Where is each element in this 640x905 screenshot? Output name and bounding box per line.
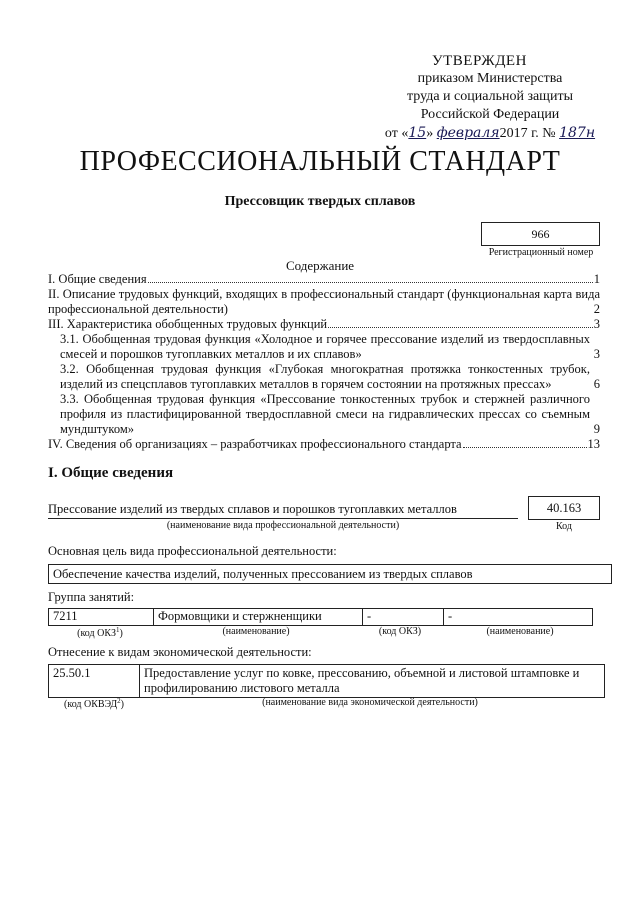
toc-item[interactable]: III. Характеристика обобщенных трудовых функций 3 — [48, 317, 600, 331]
date-mid: » — [426, 126, 437, 141]
activity-code-caption: Код — [556, 521, 572, 532]
okved-name: Предоставление услуг по ковке, прессованию, объемной и листовой штамповке и профилированию листового металла — [140, 665, 605, 698]
goal-label: Основная цель вида профессиональной деятельности: — [48, 544, 337, 558]
okved-code-caption: (код ОКВЭД$^2$) — [64, 697, 124, 710]
document-title: ПРОФЕССИОНАЛЬНЫЙ СТАНДАРТ — [79, 146, 561, 177]
toc-item[interactable]: 3.3. Обобщенная трудовая функция «Прессование тонкостенных трубок и стержней различного профиля из пластифицированной твердосплавной смеси на гидравлических прессах со съемным мундштуком» — [60, 392, 590, 436]
approval-title: УТВЕРЖДЕН — [432, 53, 527, 69]
toc-item[interactable]: IV. Сведения об организациях – разработчиках профессионального стандарта 13 — [48, 437, 600, 451]
registration-number-label: Регистрационный номер — [488, 247, 594, 258]
registration-number-box: 966 — [481, 222, 600, 246]
toc-page: 9 — [593, 422, 600, 436]
approval-line-1: приказом Министерства — [417, 71, 563, 86]
toc-page: 3 — [593, 347, 600, 361]
toc-item[interactable]: 3.1. Обобщенная трудовая функция «Холодное и горячее прессование изделий из твердосплавных смесей и порошков тугоплавких металлов и их сплавов» — [60, 332, 590, 361]
okved-label: Отнесение к видам экономической деятельности: — [48, 645, 312, 659]
approval-line-2: труда и социальной защиты — [407, 89, 573, 104]
okz-name-2: - — [444, 609, 593, 626]
section-heading: I. Общие сведения — [48, 465, 174, 481]
activity-code-box: 40.163 — [528, 496, 600, 520]
okved-name-caption: (наименование вида экономической деятельности) — [262, 697, 478, 708]
toc-page: 6 — [593, 377, 600, 391]
table-of-contents — [48, 272, 600, 452]
toc-title: Содержание — [285, 258, 355, 273]
activity-underline — [48, 518, 518, 519]
okz-name-1: Формовщики и стержненщики — [154, 609, 363, 626]
order-number: 187н — [559, 125, 596, 141]
date-prefix: от « — [384, 126, 409, 141]
toc-item[interactable]: II. Описание трудовых функций, входящих в профессиональный стандарт (функциональная карта вида профессиональной деятельности) — [48, 287, 600, 316]
okz-name2-caption: (наименование) — [486, 626, 554, 637]
okz-name-caption: (наименование) — [222, 626, 290, 637]
goal-box: Обеспечение качества изделий, полученных прессованием из твердых сплавов — [48, 564, 612, 584]
date-day: 15 — [408, 125, 427, 141]
toc-page: 2 — [593, 302, 600, 316]
okved-code: 25.50.1 — [49, 665, 140, 698]
group-label: Группа занятий: — [48, 590, 135, 604]
activity-caption: (наименование вида профессиональной деятельности) — [166, 520, 400, 531]
document-subtitle: Прессовщик твердых сплавов — [224, 194, 416, 209]
okved-table — [48, 664, 605, 698]
okz-code-caption: (код ОКЗ$^1$) — [77, 626, 123, 639]
activity-name: Прессование изделий из твердых сплавов и порошков тугоплавких металлов — [48, 502, 457, 516]
toc-item[interactable]: I. Общие сведения 1 — [48, 272, 600, 286]
okz-code2-caption: (код ОКЗ) — [378, 626, 422, 637]
okz-code-2: - — [363, 609, 444, 626]
approval-date-line — [370, 124, 610, 143]
date-year: 2017 г. № — [499, 126, 560, 141]
okz-code-1: 7211 — [49, 609, 154, 626]
approval-block — [370, 52, 610, 143]
toc-item[interactable]: 3.2. Обобщенная трудовая функция «Глубокая многократная протяжка тонкостенных трубок, изделий из спецсплавов тугоплавких металлов в горячем состоянии на протяжных прессах» — [60, 362, 590, 391]
approval-line-3: Российской Федерации — [420, 107, 560, 122]
group-table — [48, 608, 593, 626]
date-month: февраля — [436, 125, 500, 141]
